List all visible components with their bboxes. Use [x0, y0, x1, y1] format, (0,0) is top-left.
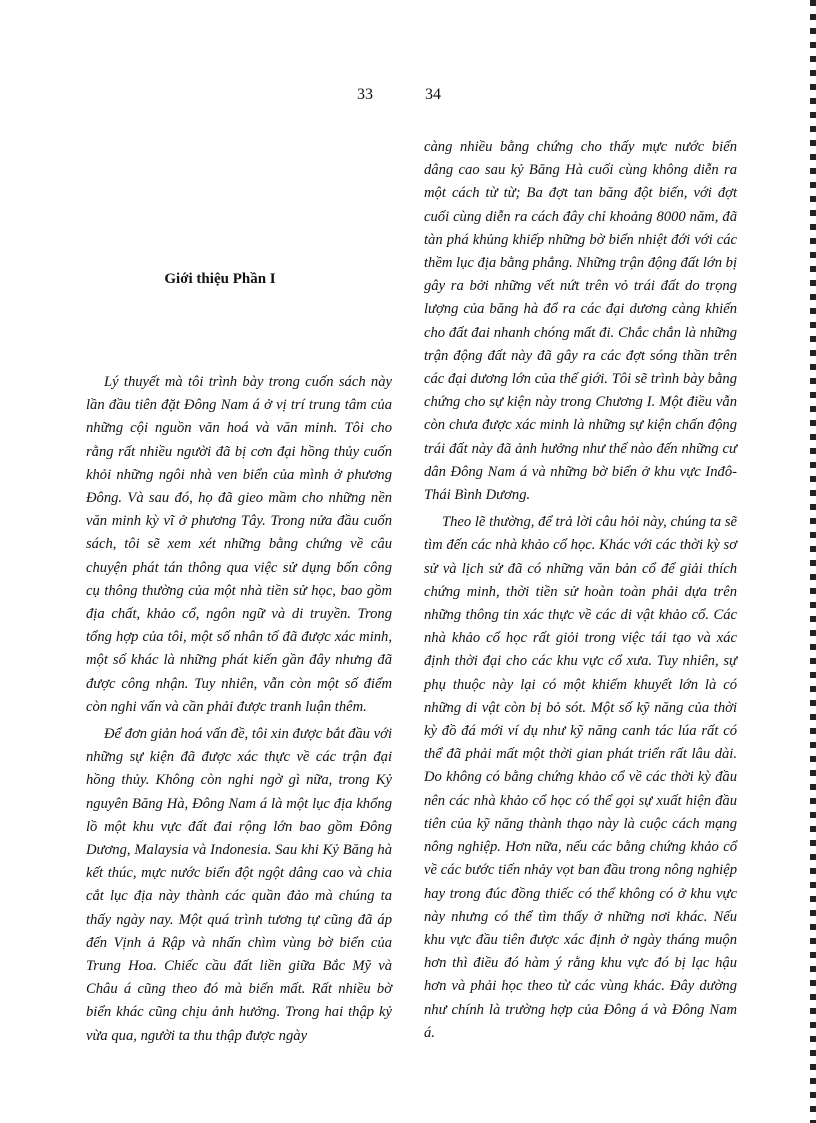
right-paragraph-1: càng nhiều bằng chứng cho thấy mực nước biển dâng cao sau kỷ Băng Hà cuối cùng không diễn ra một cách từ từ; Ba đợt tan băng đột biến, với đợt cuối cùng diễn ra cách đây chỉ khoảng 8000 năm, đã tàn phá khủng khiếp những bờ biển nhiệt đới với các thềm lục địa bằng phẳng. Những trận động đất lớn bị gây ra bởi những vết nứt trên vỏ trái đất do trọng lượng của băng hà đổ ra các đại dương càng khiến cho đất đai nhanh chóng mất đi. Chắc chắn là những trận động đất này đã gây ra các đợt sóng thần trên các đại dương lớn của thế giới. Tôi sẽ trình bày bằng chứng cho sự kiện này trong Chương I. Một điều vẫn còn chưa được xác minh là những sự kiện chấn động trái đất này đã ảnh hưởng như thế nào đến những cư dân Đông Nam á và những bờ biển ở khu vực Inđô-Thái Bình Dương. [424, 139, 737, 504]
right-paragraph-2: Theo lẽ thường, để trả lời câu hỏi này, chúng ta sẽ tìm đến các nhà khảo cổ học. Khác với các thời kỳ sơ sử và lịch sử đã có những văn bản cổ để giải thích chứng minh, thời tiền sử hoàn toàn phải dựa trên những thông tin xác thực về các di vật khảo cổ. Các nhà khảo cổ học rất giỏi trong việc tái tạo và xác định thời đại cho các khu vực cổ xưa. Tuy nhiên, sự phụ thuộc này lại có một khiếm khuyết lớn là có những di vật còn bị bỏ sót. Một số kỹ năng của thời kỳ đồ đá mới ví dụ như kỹ năng canh tác lúa rất có thể đã phải mất một thời gian phát triển rất lâu dài. Do không có bằng chứng khảo cổ về các thời kỳ đầu nên các nhà khảo cổ học có thể gọi sự xuất hiện đầu tiên của kỹ năng thành thạo này là cuộc cách mạng nông nghiệp. Hơn nữa, nếu các bằng chứng khảo cổ về các bước tiến nhảy vọt ban đầu trong nông nghiệp hay trong đúc đồng thiếc có thể không có ở khu vực này nhưng có thể tìm thấy ở những nơi khác. Nếu khu vực đầu tiên được xác định ở ngày tháng muộn hơn thì điều đó hàm ý rằng khu vực đó bị lạc hậu hơn và phải học theo từ các vùng khác. Đây dường như chính là trường hợp của Đông á và Đông Nam á. [424, 514, 737, 1041]
scan-edge-artifact [810, 0, 816, 1123]
right-column [424, 136, 737, 1045]
chapter-title: Giới thiệu Phần I [164, 271, 276, 287]
left-paragraph-2: Để đơn giản hoá vấn đề, tôi xin được bắt đầu với những sự kiện đã được xác thực về các trận đại hồng thủy. Không còn nghi ngờ gì nữa, trong Kỷ nguyên Băng Hà, Đông Nam á là một lục địa khổng lồ một khu vực đất đai rộng lớn bao gồm Đông Dương, Malaysia và Indonesia. Sau khi Kỷ Băng hà kết thúc, mực nước biển đột ngột dâng cao và chia cắt lục địa này thành các quần đảo mà chúng ta thấy ngày nay. Một quá trình tương tự cũng đã áp đến Vịnh ả Rập và nhấn chìm vùng bờ biển của Trung Hoa. Chiếc cầu đất liền giữa Bắc Mỹ và Châu á cũng theo đó mà biến mất. Rất nhiều bờ biển khác cũng chịu ảnh hưởng. Trong hai thập kỷ vừa qua, người ta thu thập được ngày [86, 726, 392, 1044]
page-number-right: 34 [425, 86, 441, 103]
left-paragraph-1: Lý thuyết mà tôi trình bày trong cuốn sách này lần đầu tiên đặt Đông Nam á ở vị trí trung tâm của những cội nguồn văn hoá và văn minh. Tôi cho rằng rất nhiều người đã bị cơn đại hồng thủy cuốn khỏi những ngôi nhà ven biển của mình ở phương Đông. Và sau đó, họ đã gieo mầm cho những nền văn minh kỳ vĩ ở phương Tây. Trong nửa đầu cuốn sách, tôi sẽ xem xét những bằng chứng về câu chuyện phát tán thông qua việc sử dụng bốn công cụ thông thường của một nhà tiền sử học, bao gồm địa chất, khảo cổ, ngôn ngữ và di truyền. Trong tổng hợp của tôi, một số nhân tố đã được xác minh, một số khác là những phát kiến gần đây nhưng đã được công nhận. Tuy nhiên, vẫn còn một số điểm còn nghi vấn và cần phải được tranh luận thêm. [86, 374, 392, 715]
page-number-left: 33 [357, 86, 373, 103]
